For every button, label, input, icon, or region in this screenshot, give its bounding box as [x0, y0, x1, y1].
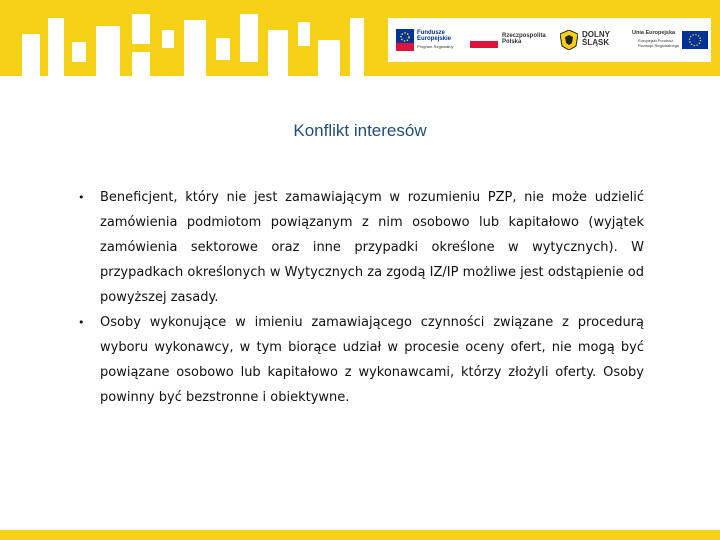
polish-flag-icon — [470, 34, 498, 48]
fundusze-europejskie-subtext: Program Regionalny — [417, 44, 454, 49]
eagle-crest-icon — [560, 30, 578, 50]
bullet-text: Beneficjent, który nie jest zamawiającym w rozumieniu PZP, nie może udzielić zamówienia podmiotom powiązanym z nim osobowo lub kapitałowo (wyjątek zamówienia sektorowe oraz inne przypadki określone w wytycznych). W przypadkach określonych w Wytycznych za zgodą IZ/IP możliwe jest odstąpienie od powyższej zasady. — [100, 190, 644, 305]
unia-europejska-text: Unia Europejska — [632, 30, 676, 36]
list-item — [78, 310, 644, 410]
rzeczpospolita-polska-text: Rzeczpospolita Polska — [502, 33, 546, 45]
logo-bar — [388, 18, 711, 62]
bullet-list — [78, 185, 644, 410]
footer-bar — [0, 530, 720, 540]
fundusze-europejskie-icon — [396, 29, 414, 51]
list-item — [78, 185, 644, 310]
bullet-text: Osoby wykonujące w imieniu zamawiającego czynności związane z procedurą wyboru wykonawcy, w tym biorące udział w procesie oceny ofert, nie mogą być powiązane osobowo lub kapitałowo z wykonawcami, którzy złożyli oferty. Osoby powinny być bezstronne i obiektywne. — [100, 315, 644, 405]
eu-flag-icon — [682, 31, 708, 49]
bullet-icon: • — [78, 316, 85, 329]
unia-europejska-logo — [632, 18, 710, 62]
unia-europejska-subtext: Europejski Fundusz Rozwoju Regionalnego — [638, 38, 680, 48]
fundusze-europejskie-text: Fundusze Europejskie — [417, 30, 452, 42]
dolny-slask-logo — [560, 18, 622, 62]
bullet-icon: • — [78, 191, 85, 204]
decorative-blocks — [0, 0, 390, 76]
header-banner — [0, 0, 720, 76]
rzeczpospolita-polska-logo — [470, 18, 550, 62]
dolny-slask-text: DOLNY ŚLĄSK — [582, 30, 610, 47]
slide-title: Konflikt interesów — [293, 121, 427, 140]
fundusze-europejskie-logo — [394, 18, 462, 62]
